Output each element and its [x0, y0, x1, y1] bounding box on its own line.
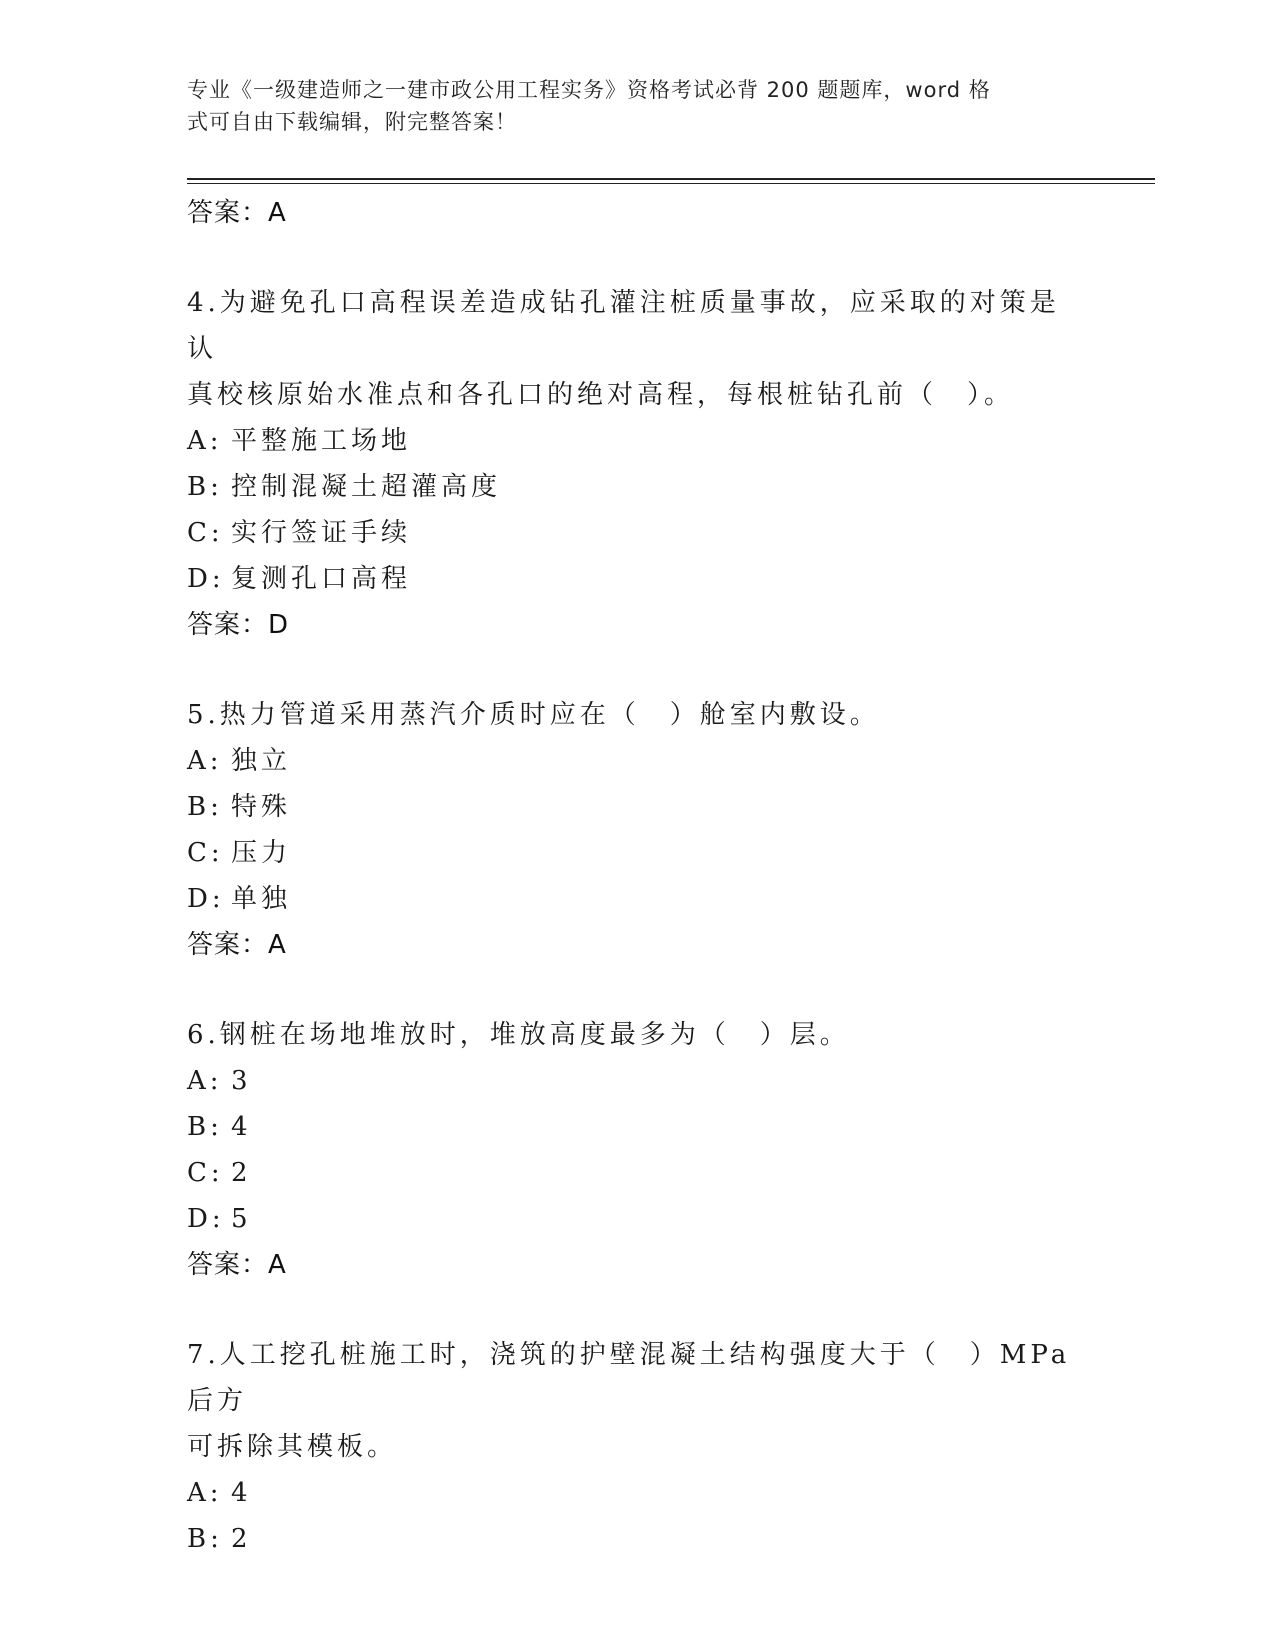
option-d [187, 556, 1087, 602]
question-stem-line: 可拆除其模板。 [187, 1432, 398, 1462]
question-stem [187, 1332, 1087, 1470]
previous-answer: 答案：A [187, 198, 287, 228]
option-label: B: [187, 1112, 223, 1142]
question-stem [187, 692, 1087, 738]
option-text: 2 [231, 1158, 252, 1188]
option-a [187, 1470, 1087, 1516]
option-text: 特殊 [231, 792, 292, 822]
option-text: 压力 [231, 838, 292, 868]
question-stem [187, 280, 1087, 418]
option-label: C: [187, 1158, 224, 1188]
option-label: C: [187, 838, 224, 868]
option-text: 复测孔口高程 [231, 564, 412, 594]
option-b [187, 1104, 1087, 1150]
header-divider-thick [187, 178, 1155, 180]
option-b [187, 1516, 1087, 1562]
option-b [187, 464, 1087, 510]
question-7 [187, 1332, 1087, 1562]
option-label: C: [187, 518, 224, 548]
option-text: 独立 [231, 746, 292, 776]
option-d [187, 876, 1087, 922]
option-text: 单独 [231, 884, 292, 914]
question-stem-line: 7.人工挖孔桩施工时，浇筑的护壁混凝土结构强度大于（ ）MPa 后方 [187, 1340, 1071, 1416]
question-stem [187, 1012, 1087, 1058]
option-d [187, 1196, 1087, 1242]
question-5 [187, 692, 1087, 968]
option-text: 控制混凝土超灌高度 [231, 472, 502, 502]
option-text: 2 [231, 1524, 252, 1554]
question-6 [187, 1012, 1087, 1288]
option-a [187, 418, 1087, 464]
question-stem-line: 真校核原始水准点和各孔口的绝对高程，每根桩钻孔前（ ）。 [187, 380, 1015, 410]
option-label: B: [187, 792, 223, 822]
header-line-2: 式可自由下载编辑，附完整答案！ [187, 110, 517, 134]
question-4 [187, 280, 1087, 648]
document-header [187, 74, 1067, 138]
option-c [187, 510, 1087, 556]
option-label: A: [187, 746, 223, 776]
question-stem-line: 5.热力管道采用蒸汽介质时应在（ ）舱室内敷设。 [187, 700, 880, 730]
option-a [187, 1058, 1087, 1104]
header-line-1: 专业《一级建造师之一建市政公用工程实务》资格考试必背 200 题题库，word 格 [187, 78, 991, 102]
option-a [187, 738, 1087, 784]
option-label: D: [187, 1204, 225, 1234]
answer-line: 答案：A [187, 930, 287, 960]
option-label: D: [187, 884, 225, 914]
option-text: 4 [231, 1112, 252, 1142]
option-text: 5 [231, 1204, 252, 1234]
option-label: A: [187, 1478, 223, 1508]
option-label: B: [187, 1524, 223, 1554]
option-label: A: [187, 1066, 223, 1096]
answer-line: 答案：A [187, 1250, 287, 1280]
option-label: D: [187, 564, 225, 594]
option-text: 平整施工场地 [231, 426, 412, 456]
question-stem-line: 4.为避免孔口高程误差造成钻孔灌注桩质量事故，应采取的对策是认 [187, 288, 1060, 364]
option-c [187, 1150, 1087, 1196]
option-c [187, 830, 1087, 876]
header-divider-thin [187, 183, 1155, 184]
option-text: 4 [231, 1478, 252, 1508]
option-text: 实行签证手续 [231, 518, 412, 548]
option-label: A: [187, 426, 223, 456]
question-stem-line: 6.钢桩在场地堆放时，堆放高度最多为（ ）层。 [187, 1020, 850, 1050]
option-text: 3 [231, 1066, 252, 1096]
option-label: B: [187, 472, 223, 502]
question-list [187, 190, 1087, 1562]
option-b [187, 784, 1087, 830]
answer-line: 答案：D [187, 610, 290, 640]
